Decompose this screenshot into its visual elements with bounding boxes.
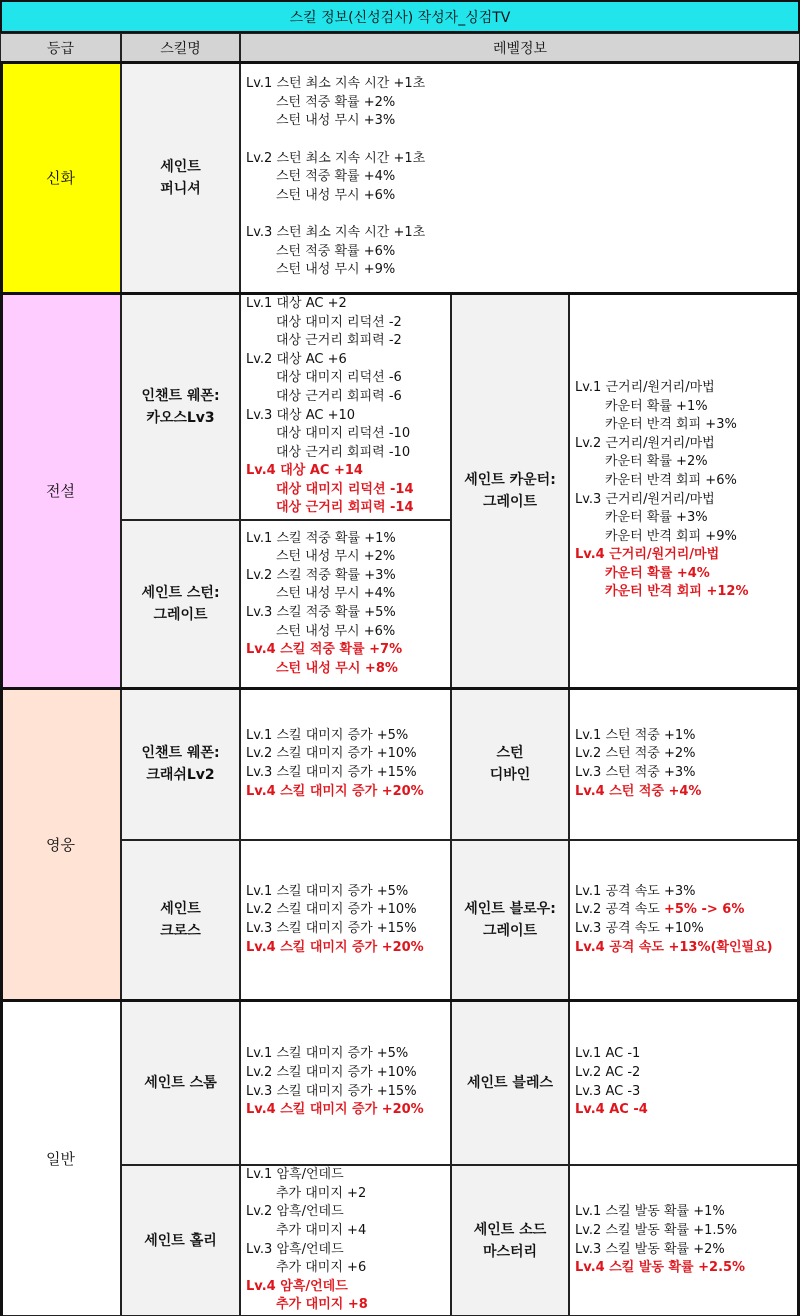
level-line: Lv.1 스킬 적중 확률 +1% <box>246 530 396 546</box>
level-line: Lv.4 스킬 대미지 증가 +20% <box>246 939 424 955</box>
level-line: Lv.3 근거리/원거리/마법 <box>575 491 715 507</box>
level-line: 대상 근거리 회피력 -14 <box>276 500 414 516</box>
level-line: Lv.4 스킬 대미지 증가 +20% <box>246 1102 424 1118</box>
level-line: 대상 근거리 회피력 -10 <box>276 444 411 460</box>
level-line: Lv.2 스턴 최소 지속 시간 +1초 <box>246 150 426 166</box>
level-line: 스턴 내성 무시 +9% <box>276 262 396 278</box>
header-level-info: 레벨정보 <box>240 33 800 62</box>
level-line: Lv.3 스킬 대미지 증가 +15% <box>246 1083 417 1099</box>
level-line: Lv.4 암흑/언데드 <box>246 1278 348 1294</box>
level-line: 카운터 확률 +1% <box>605 398 708 414</box>
level-line: 스턴 적중 확률 +6% <box>276 243 396 259</box>
skill-level-info <box>240 293 451 520</box>
section-divider <box>0 687 800 690</box>
level-line: Lv.3 AC -3 <box>575 1083 641 1099</box>
skill-name: 인챈트 웨폰: 크래쉬Lv2 <box>121 688 240 840</box>
skill-level-info <box>569 293 800 688</box>
level-line: Lv.3 스킬 발동 확률 +2% <box>575 1241 725 1257</box>
skill-level-info <box>240 840 451 1000</box>
header-skill-name: 스킬명 <box>121 33 240 62</box>
level-line: 스턴 내성 무시 +6% <box>276 187 396 203</box>
level-line: Lv.1 스턴 적중 +1% <box>575 727 696 743</box>
level-line: Lv.2 스킬 적중 확률 +3% <box>246 567 396 583</box>
skill-name: 세인트 스턴: 그레이트 <box>121 520 240 688</box>
skill-name: 세인트 크로스 <box>121 840 240 1000</box>
level-line: Lv.1 스턴 최소 지속 시간 +1초 <box>246 76 426 92</box>
skill-name: 세인트 블로우: 그레이트 <box>451 840 569 1000</box>
level-line: 스턴 적중 확률 +2% <box>276 94 396 110</box>
level-line: 대상 대미지 리덕션 -10 <box>276 426 411 442</box>
level-line: 스턴 내성 무시 +8% <box>276 660 398 676</box>
level-line: 추가 대미지 +8 <box>276 1297 368 1313</box>
level-line: Lv.2 AC -2 <box>575 1064 641 1080</box>
level-line: 카운터 반격 회피 +3% <box>605 417 737 433</box>
level-line: Lv.3 스턴 최소 지속 시간 +1초 <box>246 224 426 240</box>
level-line: Lv.4 스킬 대미지 증가 +20% <box>246 783 424 799</box>
skill-level-info <box>569 1000 800 1165</box>
level-line: Lv.3 암흑/언데드 <box>246 1241 344 1257</box>
level-line: 카운터 반격 회피 +9% <box>605 528 737 544</box>
skill-level-info <box>569 1165 800 1316</box>
level-line: 스턴 내성 무시 +4% <box>276 586 396 602</box>
level-line: Lv.2 스킬 발동 확률 +1.5% <box>575 1222 738 1238</box>
section-divider <box>0 61 800 64</box>
skill-level-info <box>240 520 451 688</box>
section-divider <box>0 999 800 1002</box>
grade-mythic: 신화 <box>0 62 121 293</box>
level-line: 카운터 확률 +2% <box>605 454 708 470</box>
skill-level-info <box>569 840 800 1000</box>
level-line: Lv.1 AC -1 <box>575 1046 641 1062</box>
outer-border-left <box>0 62 3 1316</box>
skill-name: 세인트 블레스 <box>451 1000 569 1165</box>
grade-common: 일반 <box>0 1000 121 1316</box>
level-line-highlight: +5% -> 6% <box>663 902 745 918</box>
skill-name: 스턴 디바인 <box>451 688 569 840</box>
level-line: Lv.3 스킬 대미지 증가 +15% <box>246 765 417 780</box>
level-line: 추가 대미지 +2 <box>276 1185 367 1201</box>
level-line: 대상 대미지 리덕션 -14 <box>276 481 414 497</box>
skill-name: 세인트 퍼니셔 <box>121 62 240 293</box>
grade-legend: 전설 <box>0 293 121 688</box>
level-line: Lv.3 대상 AC +10 <box>246 407 356 423</box>
level-line: Lv.2 스킬 대미지 증가 +10% <box>246 1064 417 1080</box>
level-line: Lv.2 스킬 대미지 증가 +10% <box>246 902 417 918</box>
level-line: Lv.4 스킬 적중 확률 +7% <box>246 642 403 658</box>
level-line: Lv.2 스킬 대미지 증가 +10% <box>246 746 417 762</box>
skill-name: 세인트 홀리 <box>121 1165 240 1316</box>
skill-level-info <box>240 688 451 840</box>
level-line: 스턴 내성 무시 +6% <box>276 623 396 639</box>
skill-level-info <box>240 62 800 293</box>
level-line: 추가 대미지 +6 <box>276 1260 367 1276</box>
level-line: Lv.3 스킬 대미지 증가 +15% <box>246 921 417 936</box>
skill-name: 세인트 스톰 <box>121 1000 240 1165</box>
level-line: Lv.1 스킬 대미지 증가 +5% <box>246 727 409 743</box>
section-divider <box>0 292 800 295</box>
level-line: Lv.4 대상 AC +14 <box>246 463 363 479</box>
grade-hero: 영웅 <box>0 688 121 1000</box>
header-grade: 등급 <box>0 33 121 62</box>
level-line: 카운터 확률 +4% <box>605 565 710 581</box>
level-line: Lv.1 스킬 대미지 증가 +5% <box>246 883 409 899</box>
level-line: Lv.4 스킬 발동 확률 +2.5% <box>575 1260 746 1276</box>
level-line: 카운터 반격 회피 +12% <box>605 584 749 600</box>
level-line <box>246 205 799 224</box>
level-line: Lv.4 AC -4 <box>575 1102 648 1118</box>
skill-name: 세인트 카운터: 그레이트 <box>451 293 569 688</box>
level-line: 대상 근거리 회피력 -6 <box>276 388 402 404</box>
level-line: Lv.2 스턴 적중 +2% <box>575 746 696 762</box>
level-line: 카운터 확률 +3% <box>605 510 708 526</box>
level-line: Lv.3 스킬 적중 확률 +5% <box>246 605 396 620</box>
level-line: 추가 대미지 +4 <box>276 1222 367 1238</box>
level-line <box>246 131 799 150</box>
level-line: Lv.1 암흑/언데드 <box>246 1167 344 1183</box>
level-line: Lv.4 공격 속도 +13%(확인필요) <box>575 939 773 955</box>
level-line: 스턴 내성 무시 +3% <box>276 113 396 129</box>
sheet-title: 스킬 정보(신성검사) 작성자_싱검TV <box>0 0 800 33</box>
level-line: Lv.4 근거리/원거리/마법 <box>575 547 720 563</box>
level-line: Lv.3 공격 속도 +10% <box>575 921 704 936</box>
level-line: 대상 대미지 리덕션 -6 <box>276 370 402 386</box>
level-line: 대상 근거리 회피력 -2 <box>276 333 402 349</box>
level-line: Lv.2 공격 속도 +5% -> 6% <box>575 902 745 918</box>
level-line: Lv.2 대상 AC +6 <box>246 351 347 367</box>
level-line: Lv.4 스턴 적중 +4% <box>575 783 702 799</box>
level-line: Lv.2 근거리/원거리/마법 <box>575 435 715 451</box>
skill-name: 세인트 소드 마스터리 <box>451 1165 569 1316</box>
level-line: Lv.2 암흑/언데드 <box>246 1204 344 1220</box>
level-line: Lv.1 대상 AC +2 <box>246 295 347 311</box>
level-line: 스턴 적중 확률 +4% <box>276 169 396 185</box>
skill-level-info <box>240 1000 451 1165</box>
level-line: Lv.1 스킬 발동 확률 +1% <box>575 1204 725 1220</box>
level-line: 카운터 반격 회피 +6% <box>605 472 737 488</box>
level-line: Lv.1 근거리/원거리/마법 <box>575 379 715 395</box>
skill-name: 인챈트 웨폰: 카오스Lv3 <box>121 293 240 520</box>
level-line: Lv.3 스턴 적중 +3% <box>575 765 696 780</box>
level-line: Lv.1 공격 속도 +3% <box>575 883 696 899</box>
level-line: Lv.1 스킬 대미지 증가 +5% <box>246 1046 409 1062</box>
level-line: 스턴 내성 무시 +2% <box>276 549 396 565</box>
skill-level-info <box>569 688 800 840</box>
skill-level-info <box>240 1165 451 1316</box>
level-line: 대상 대미지 리덕션 -2 <box>276 314 402 330</box>
